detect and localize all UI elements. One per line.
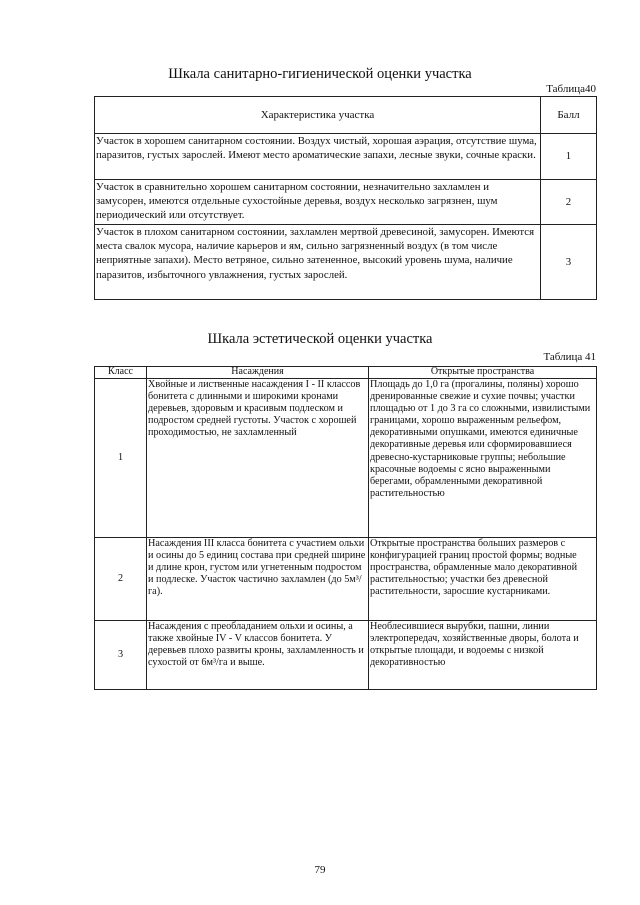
table40-row1-score: 1	[541, 134, 597, 180]
table-row	[95, 225, 597, 300]
table40-label: Таблица40	[546, 83, 596, 95]
table41-header-open-spaces: Открытые пространства	[369, 367, 597, 379]
table41-title: Шкала эстетической оценки участка	[207, 331, 433, 347]
table41-header-plantings: Насаждения	[147, 367, 369, 379]
table41-row1-plantings: Хвойные и лиственные насаждения I - II классов бонитета с длинными и широкими кронами деревьев, здоровым и красивым подлеском и подростом средней густоты. Участок с хорошей проходимостью, не захламленный	[147, 379, 369, 538]
table-row	[95, 621, 597, 690]
table41-row3-class: 3	[95, 621, 147, 690]
aesthetic-assessment-table	[94, 366, 597, 690]
table40-title: Шкала санитарно-гигиенической оценки участка	[168, 66, 472, 82]
table41-header-class: Класс	[95, 367, 147, 379]
table41-label: Таблица 41	[543, 351, 596, 363]
table41-row2-class: 2	[95, 538, 147, 621]
table41-row3-open-spaces: Необлесившиеся вырубки, пашни, линии электропередач, хозяйственные дворы, болота и открытые площади, и водоемы с низкой декоративностью	[369, 621, 597, 690]
table40-row2-text: Участок в сравнительно хорошем санитарном состоянии, незначительно захламлен и замусорен, имеются отдельные сухостойные деревья, воздух несколько загрязнен, шум периодический или отсутствует.	[95, 180, 541, 225]
table41-row2-plantings: Насаждения III класса бонитета с участием ольхи и осины до 5 единиц состава при средней ширине и длине крон, густом или угнетенным подростом и подлеске. Участок частично захламлен (до 5м³/га).	[147, 538, 369, 621]
table-row	[95, 134, 597, 180]
table40-header-score: Балл	[541, 97, 597, 134]
table41-row1-open-spaces: Площадь до 1,0 га (прогалины, поляны) хорошо дренированные свежие и сухие почвы; участки площадью от 1 до 3 га со сложными, извилистыми границами, хорошо выраженным рельефом, декоративными опушками, имеются единичные декоративные деревья или сформировавшиеся древесно-кустарниковые группы; небольшие красочные водоемы с ясно выраженными берегами, обрамленными декоративной растительностью	[369, 379, 597, 538]
table41-row2-open-spaces: Открытые пространства больших размеров с конфигурацией границ простой формы; водные пространства, обрамленные мало декоративной растительностью; участки без древесной растительности, заросшие кустарниками.	[369, 538, 597, 621]
table-row	[95, 180, 597, 225]
table40-row2-score: 2	[541, 180, 597, 225]
table40-row1-text: Участок в хорошем санитарном состоянии. Воздух чистый, хорошая аэрация, отсутствие шума, паразитов, густых зарослей. Имеют место ароматические запахи, лесные звуки, сочные краски.	[95, 134, 541, 180]
sanitary-hygienic-table	[94, 96, 597, 300]
table-row	[95, 379, 597, 538]
table41-header-row	[95, 367, 597, 379]
table-row	[95, 538, 597, 621]
table40-header-row	[95, 97, 597, 134]
table41-row1-class: 1	[95, 379, 147, 538]
table40-header-characteristic: Характеристика участка	[95, 97, 541, 134]
table40-row3-text: Участок в плохом санитарном состоянии, захламлен мертвой древесиной, замусорен. Имеются места свалок мусора, наличие карьеров и ям, сильно загрязненный воздух (в том числе неприятные запахи). Место ветряное, сильно затененное, высокий уровень шума, наличие паразитов, избыточного увлажнения, густых зарослей.	[95, 225, 541, 300]
page-number: 79	[314, 864, 326, 876]
table40-row3-score: 3	[541, 225, 597, 300]
table41-row3-plantings: Насаждения с преобладанием ольхи и осины, а также хвойные IV - V классов бонитета. У деревьев плохо развиты кроны, захламленность и сухостой от 6м³/га и выше.	[147, 621, 369, 690]
